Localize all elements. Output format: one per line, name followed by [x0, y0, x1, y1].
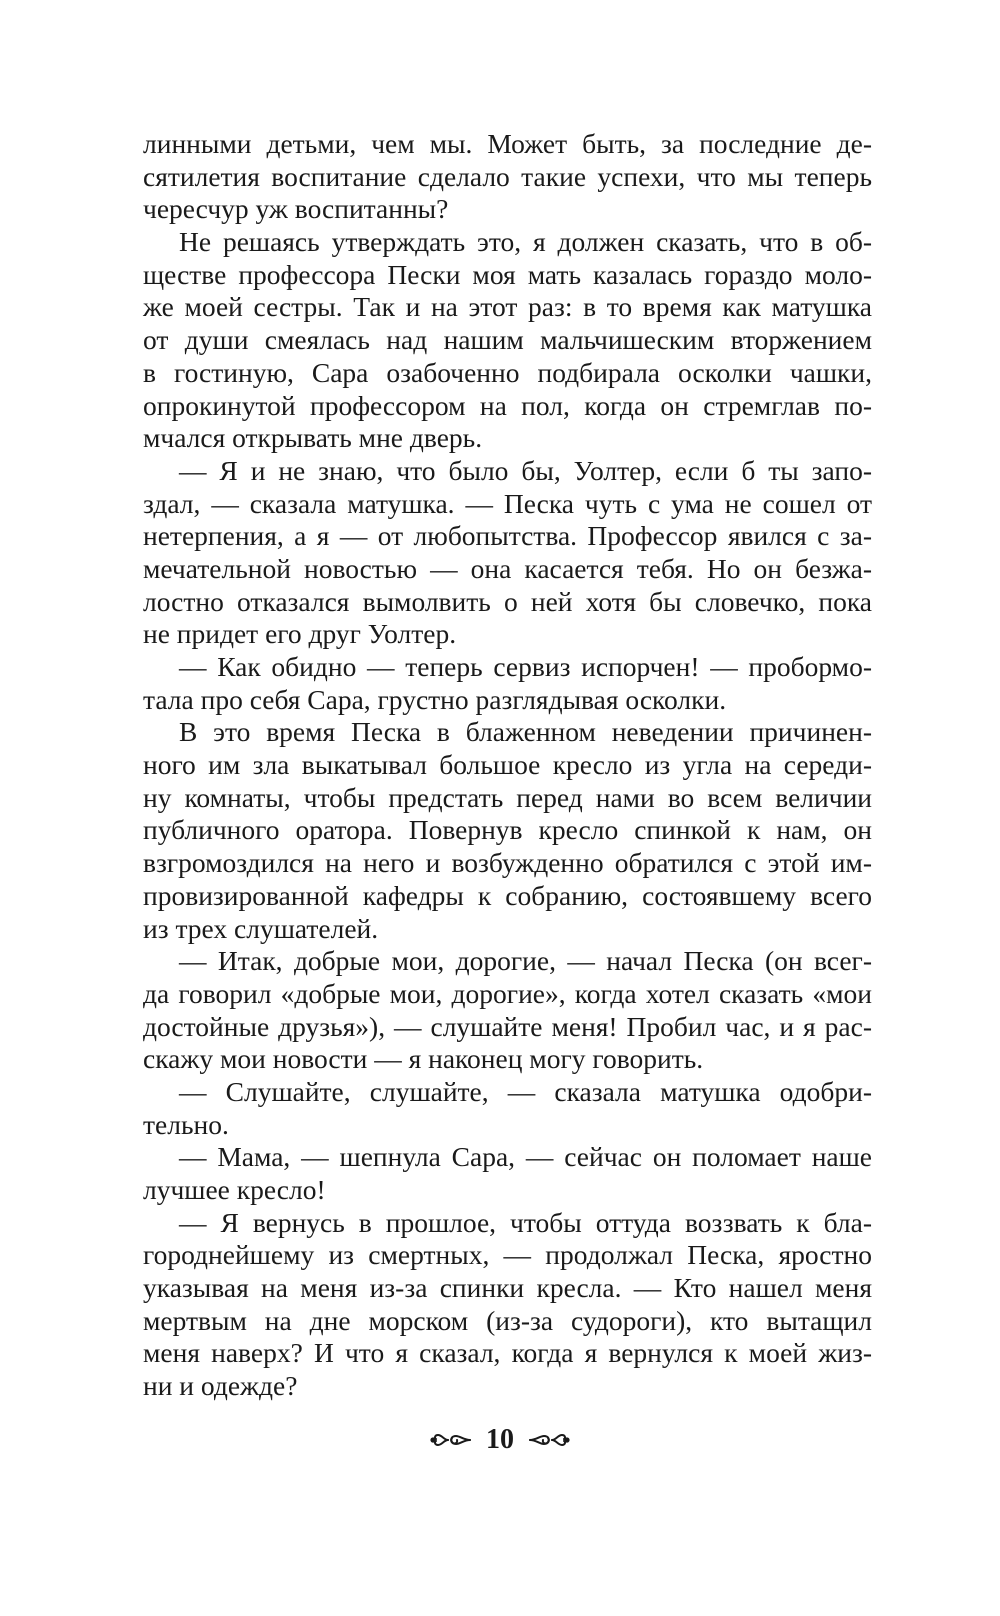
text-line: нетерпения, а я — от любопытства. Профессор явился с за-: [143, 520, 872, 552]
text-line: ну комнаты, чтобы предстать перед нами во всем величии: [143, 781, 872, 813]
text-line: ществе профессора Пески моя мать казалась гораздо моло-: [143, 258, 872, 290]
text-line: же моей сестры. Так и на этот раз: в то время как матушка: [143, 291, 872, 323]
body-text: [143, 128, 872, 1403]
text-line: меня наверх? И что я сказал, когда я вернулся к моей жиз-: [143, 1337, 872, 1369]
text-line: взгромоздился на него и возбужденно обратился с этой им-: [143, 847, 872, 879]
page-number: 10: [486, 1424, 514, 1455]
text-line: в гостиную, Сара озабоченно подбирала осколки чашки,: [143, 356, 872, 388]
text-line: лучшее кресло!: [143, 1174, 326, 1205]
text-line: мечательной новостью — она касается тебя. Но он безжа-: [143, 552, 872, 584]
text-line: — Я вернусь в прошлое, чтобы оттуда воззвать к бла-: [179, 1206, 872, 1238]
text-line: — Как обидно — теперь сервиз испорчен! — пробормо-: [179, 651, 872, 682]
flourish-ornament-right-icon: [526, 1427, 570, 1453]
text-line: чересчур уж воспитанны?: [143, 193, 449, 225]
text-line: публичного оратора. Повернув кресло спинкой к нам, он: [143, 814, 872, 846]
text-line: не придет его друг Уолтер.: [143, 618, 457, 650]
text-line: — Слушайте, слушайте, — сказала матушка одобри-: [179, 1075, 872, 1107]
text-line: лостно отказался вымолвить о ней хотя бы словечко, пока: [143, 585, 872, 617]
text-line: ного им зла выкатывал большое кресло из угла на середи-: [143, 749, 872, 781]
text-line: сятилетия воспитание сделало такие успехи, что мы теперь: [143, 160, 872, 192]
text-line: ни и одежде?: [143, 1370, 298, 1402]
text-line: провизированной кафедры к собранию, состоявшему всего: [143, 879, 872, 911]
text-line: — Мама, — шепнула Сара, — сейчас он поломает наше: [179, 1141, 872, 1173]
page-footer: [0, 1420, 1000, 1460]
text-line: опрокинутой профессором на пол, когда он стремглав по-: [143, 389, 872, 421]
text-line: тала про себя Сара, грустно разглядывая осколки.: [143, 683, 727, 715]
text-line: достойные друзья»), — слушайте меня! Пробил час, и я рас-: [143, 1010, 872, 1042]
text-line: линными детьми, чем мы. Может быть, за последние де-: [143, 128, 872, 159]
text-line: указывая на меня из-за спинки кресла. — Кто нашел меня: [143, 1272, 872, 1304]
text-line: от души смеялась над нашим мальчишеским вторжением: [143, 324, 872, 356]
flourish-ornament-left-icon: [430, 1427, 474, 1453]
text-line: — Итак, добрые мои, дорогие, — начал Песка (он всег-: [179, 945, 872, 977]
text-line: скажу мои новости — я наконец могу говорить.: [143, 1043, 704, 1075]
text-line: да говорил «добрые мои, дорогие», когда хотел сказать «мои: [143, 977, 872, 1009]
text-line: Не решаясь утверждать это, я должен сказать, что в об-: [179, 226, 872, 258]
text-line: здал, — сказала матушка. — Песка чуть с ума не сошел от: [143, 487, 872, 519]
text-line: из трех слушателей.: [143, 912, 379, 944]
text-line: мчался открывать мне дверь.: [143, 422, 483, 454]
text-line: — Я и не знаю, что было бы, Уолтер, если б ты запо-: [179, 454, 872, 486]
text-line: мертвым на дне морском (из-за судороги), кто вытащил: [143, 1304, 872, 1336]
text-line: тельно.: [143, 1108, 229, 1140]
text-line: городнейшему из смертных, — продолжал Песка, яростно: [143, 1239, 872, 1271]
text-line: В это время Песка в блаженном неведении причинен-: [179, 716, 872, 748]
